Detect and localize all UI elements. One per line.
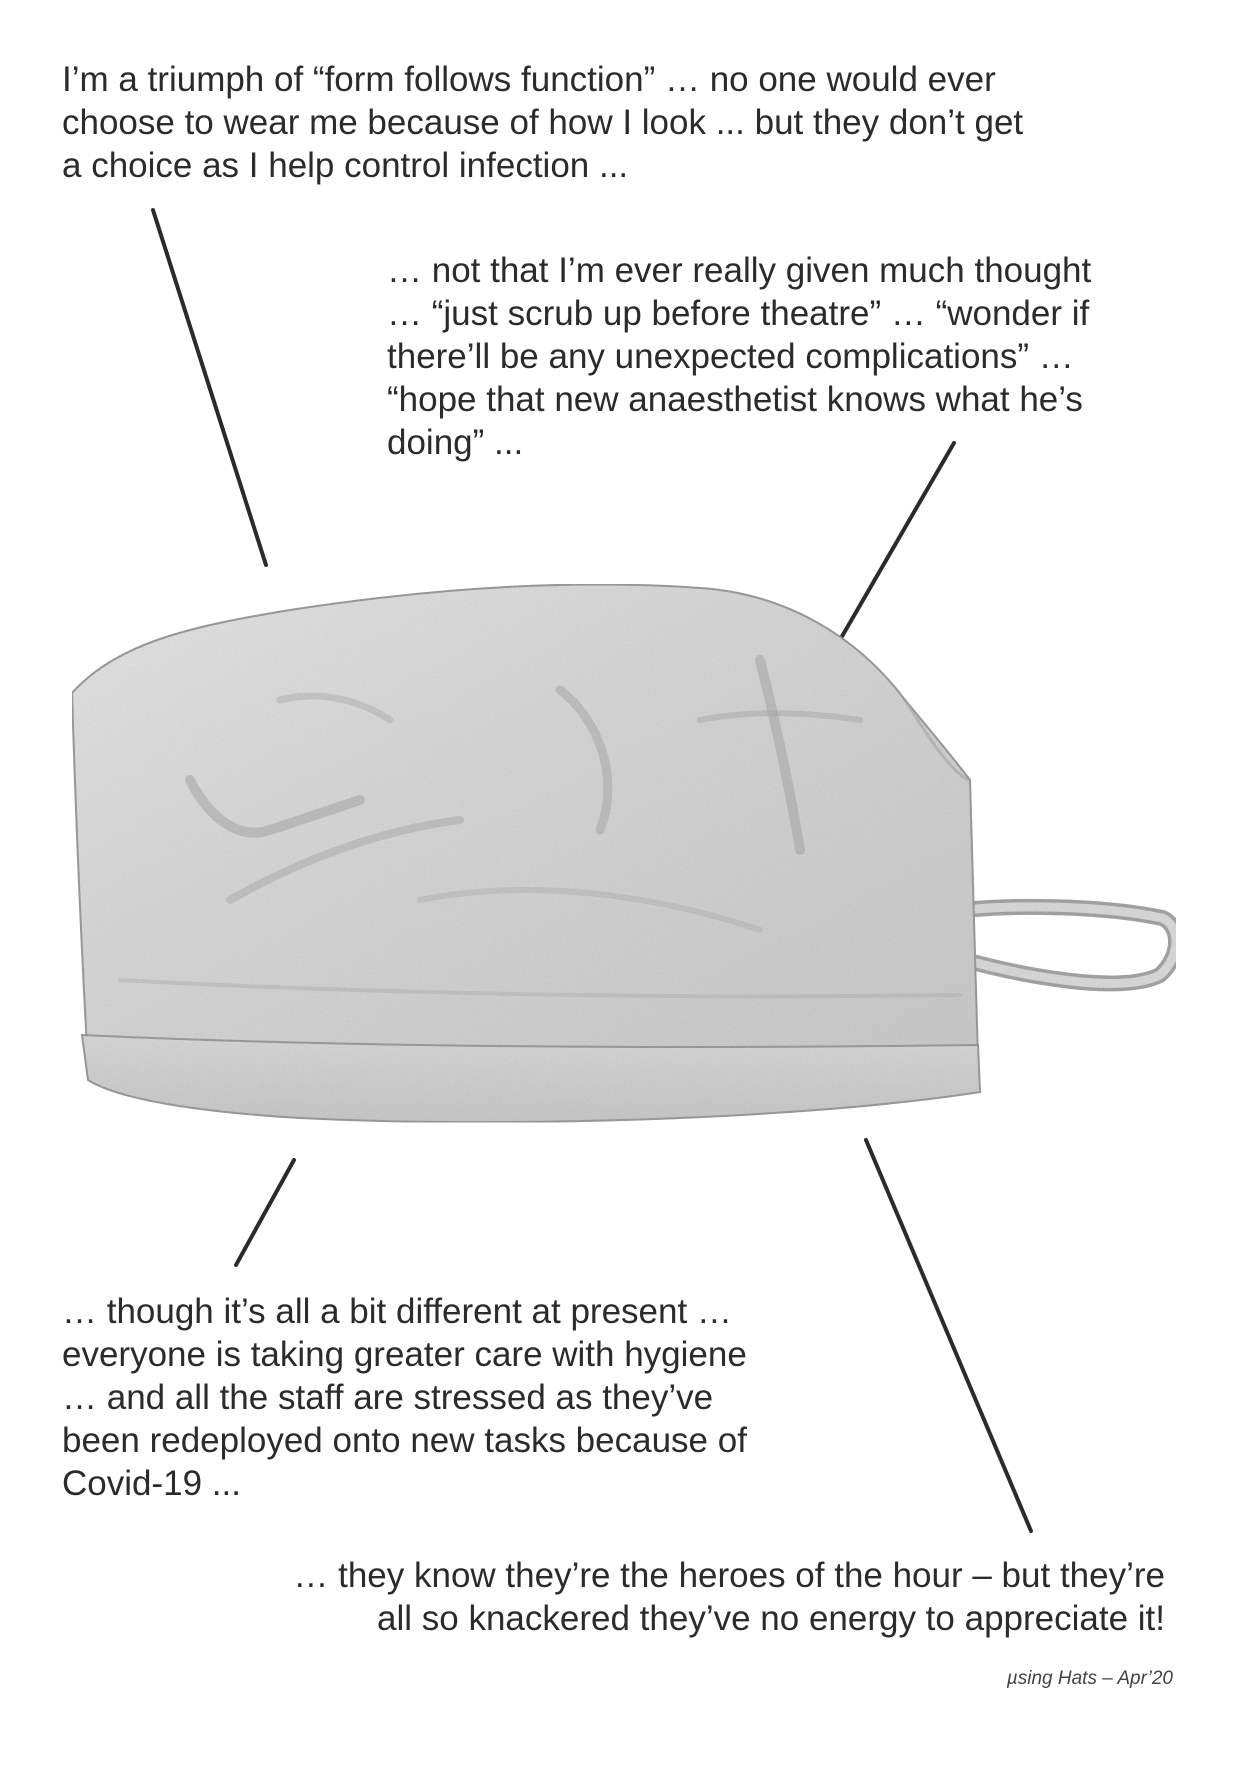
pointer-line-bottom-right — [866, 1140, 1031, 1531]
artist-signature: µsing Hats – Apr’20 — [1006, 1668, 1173, 1689]
caption-line: … and all the staff are stressed as they’ve — [62, 1378, 714, 1417]
caption-line: a choice as I help control infection ... — [62, 146, 629, 185]
caption-line: … not that I’m ever really given much thought — [387, 251, 1092, 290]
caption-bottom-left — [62, 1290, 747, 1505]
caption-line: … though it’s all a bit different at present … — [62, 1292, 732, 1331]
caption-line: there’ll be any unexpected complications” … — [387, 337, 1074, 376]
caption-line: … they know they’re the heroes of the hour – but they’re — [293, 1556, 1165, 1595]
caption-line: choose to wear me because of how I look ... but they don’t get — [62, 103, 1024, 142]
caption-line: Covid-19 ... — [62, 1464, 241, 1503]
surgical-cap-drawing — [72, 584, 1176, 1122]
caption-line: all so knackered they’ve no energy to appreciate it! — [377, 1599, 1165, 1638]
caption-top-right — [387, 249, 1091, 464]
pointer-line-top-left — [153, 210, 266, 565]
caption-line: … “just scrub up before theatre” … “wonder if — [387, 294, 1090, 333]
caption-line: “hope that new anaesthetist knows what he’s — [387, 380, 1083, 419]
caption-line: I’m a triumph of “form follows function” … no one would ever — [62, 60, 996, 99]
caption-line: been redeployed onto new tasks because of — [62, 1421, 747, 1460]
pointer-line-top-right — [837, 443, 954, 645]
caption-bottom-right — [293, 1554, 1165, 1640]
pointer-line-bottom-left — [236, 1160, 294, 1265]
cap-band — [82, 1035, 980, 1122]
caption-line: everyone is taking greater care with hygiene — [62, 1335, 747, 1374]
caption-top-left — [62, 58, 1023, 187]
caption-line: doing” ... — [387, 423, 524, 462]
